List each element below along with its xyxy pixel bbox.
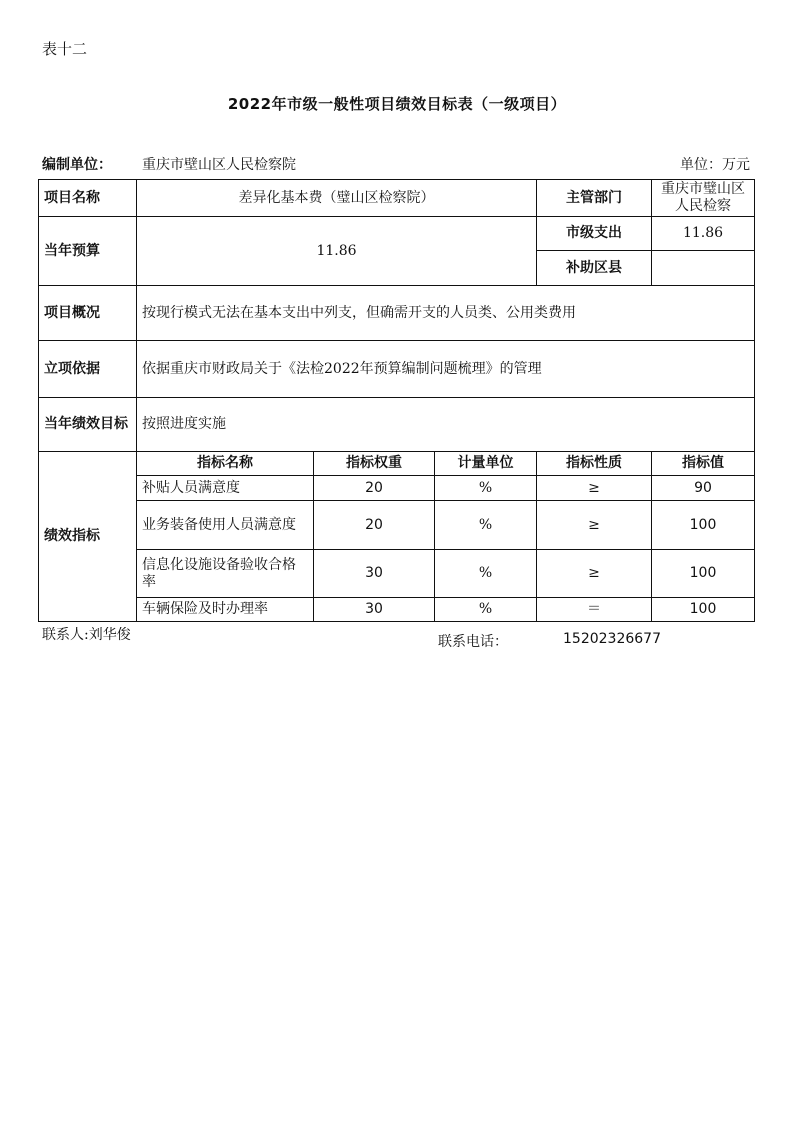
indicator-weight: 20 xyxy=(314,501,435,550)
indicator-header-unit: 计量单位 xyxy=(435,452,537,476)
money-unit: 单位：万元 xyxy=(680,157,750,173)
basis-label: 立项依据 xyxy=(39,341,137,398)
project-name-label: 项目名称 xyxy=(39,180,137,217)
goal-value: 按照进度实施 xyxy=(137,398,755,452)
indicator-value: 90 xyxy=(652,476,755,501)
org-value: 重庆市壁山区人民检察院 xyxy=(142,157,296,173)
table-row xyxy=(39,550,755,598)
dept-value: 重庆市璧山区人民检察 xyxy=(652,180,755,217)
indicator-header-value: 指标值 xyxy=(652,452,755,476)
budget-label: 当年预算 xyxy=(39,217,137,286)
indicator-weight: 30 xyxy=(314,598,435,622)
indicator-name: 信息化设施设备验收合格率 xyxy=(137,550,314,598)
indicator-header-name: 指标名称 xyxy=(137,452,314,476)
budget-value: 11.86 xyxy=(137,217,537,286)
indicator-name: 车辆保险及时办理率 xyxy=(137,598,314,622)
phone-value: 15202326677 xyxy=(563,631,661,647)
goal-label: 当年绩效目标 xyxy=(39,398,137,452)
basis-value: 依据重庆市财政局关于《法检2022年预算编制问题梳理》的管理 xyxy=(137,341,755,398)
performance-table xyxy=(38,179,755,622)
indicator-value: 100 xyxy=(652,550,755,598)
indicator-value: 100 xyxy=(652,598,755,622)
org-label: 编制单位： xyxy=(42,157,112,173)
subsidy-value xyxy=(652,251,755,286)
contact-person: 联系人:刘华俊 xyxy=(42,627,131,643)
subsidy-label: 补助区县 xyxy=(537,251,652,286)
table-number: 表十二 xyxy=(42,40,88,58)
phone-label: 联系电话： xyxy=(438,634,508,650)
city-expense-label: 市级支出 xyxy=(537,217,652,251)
table-row xyxy=(39,501,755,550)
indicator-value: 100 xyxy=(652,501,755,550)
indicator-name: 补贴人员满意度 xyxy=(137,476,314,501)
indicator-header-weight: 指标权重 xyxy=(314,452,435,476)
indicator-nature: ≥ xyxy=(537,476,652,501)
table-row xyxy=(39,598,755,622)
indicator-nature: ＝ xyxy=(537,598,652,622)
table-row xyxy=(39,476,755,501)
indicator-label: 绩效指标 xyxy=(39,452,137,622)
indicator-weight: 20 xyxy=(314,476,435,501)
indicator-unit: % xyxy=(435,550,537,598)
indicator-nature: ≥ xyxy=(537,550,652,598)
indicator-unit: % xyxy=(435,501,537,550)
overview-label: 项目概况 xyxy=(39,286,137,341)
page-title: 2022年市级一般性项目绩效目标表（一级项目） xyxy=(227,95,567,113)
indicator-unit: % xyxy=(435,598,537,622)
indicator-name: 业务装备使用人员满意度 xyxy=(137,501,314,550)
project-name-value: 差异化基本费（璧山区检察院） xyxy=(137,180,537,217)
dept-label: 主管部门 xyxy=(537,180,652,217)
indicator-nature: ≥ xyxy=(537,501,652,550)
indicator-header-nature: 指标性质 xyxy=(537,452,652,476)
overview-value: 按现行模式无法在基本支出中列支，但确需开支的人员类、公用类费用 xyxy=(137,286,755,341)
indicator-weight: 30 xyxy=(314,550,435,598)
indicator-unit: % xyxy=(435,476,537,501)
city-expense-value: 11.86 xyxy=(652,217,755,251)
